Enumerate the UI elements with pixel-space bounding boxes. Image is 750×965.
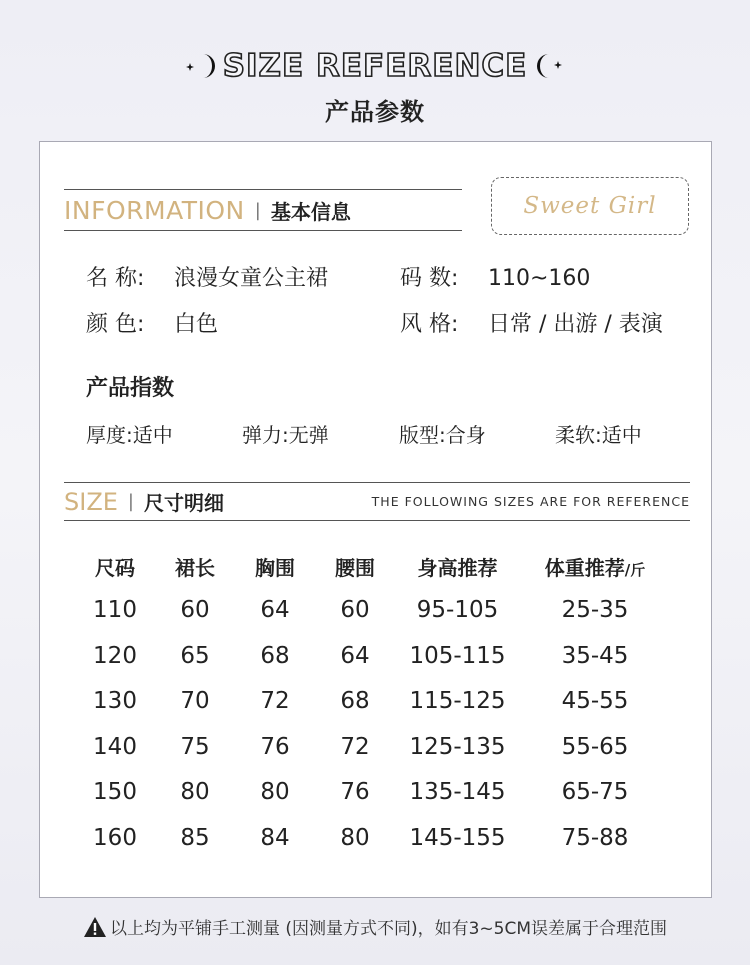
title-chinese: 产品参数 bbox=[325, 98, 425, 126]
field-color-value: 白色 bbox=[174, 312, 219, 337]
basic-info-label: 基本信息 bbox=[270, 199, 351, 224]
index-thickness: 厚度:适中 bbox=[86, 423, 173, 447]
col-header-length: 裙长 bbox=[175, 556, 215, 580]
divider: | bbox=[254, 199, 261, 221]
footer-text: 以上均为平铺手工测量 (因测量方式不同)，如有3~5CM误差属于合理范围 bbox=[109, 919, 668, 939]
table-cell-size: 160 bbox=[93, 824, 137, 851]
table-cell-height: 115-125 bbox=[409, 688, 506, 714]
field-color bbox=[86, 307, 218, 338]
table-cell-weight: 65-75 bbox=[561, 779, 629, 805]
table-cell-height: 125-135 bbox=[409, 733, 506, 760]
table-cell-weight: 25-35 bbox=[561, 597, 629, 623]
table-cell-weight: 75-88 bbox=[561, 824, 629, 851]
field-size-range-key: 码 数: bbox=[400, 266, 459, 291]
index-fit: 版型:合身 bbox=[399, 423, 486, 447]
badge-text: Sweet Girl bbox=[523, 193, 657, 219]
index-softness: 柔软:适中 bbox=[555, 423, 642, 447]
col-header-weight bbox=[520, 552, 670, 581]
table-cell-length: 85 bbox=[180, 824, 210, 851]
information-label: INFORMATION bbox=[64, 195, 245, 225]
spec-panel bbox=[39, 141, 712, 898]
col-header-height: 身高推荐 bbox=[417, 556, 498, 580]
table-cell-chest: 80 bbox=[260, 779, 290, 805]
table-cell-size: 150 bbox=[93, 779, 137, 805]
table-cell-weight: 45-55 bbox=[561, 688, 629, 714]
table-cell-waist: 72 bbox=[340, 733, 370, 760]
col-header-size: 尺码 bbox=[95, 556, 135, 580]
table-cell-length: 65 bbox=[180, 642, 210, 669]
field-color-key: 颜 色: bbox=[86, 312, 145, 337]
field-size-range bbox=[400, 261, 590, 292]
table-cell-size: 110 bbox=[93, 597, 137, 623]
field-style-value: 日常 / 出游 / 表演 bbox=[488, 312, 663, 337]
table-cell-height: 135-145 bbox=[409, 779, 506, 805]
col-header-waist: 腰围 bbox=[335, 556, 375, 580]
table-cell-waist: 64 bbox=[340, 642, 370, 669]
sweet-girl-badge bbox=[491, 177, 689, 235]
field-style-key: 风 格: bbox=[400, 312, 459, 337]
table-cell-length: 80 bbox=[180, 779, 210, 805]
title-row bbox=[0, 44, 750, 88]
information-heading bbox=[64, 189, 462, 231]
size-note: THE FOLLOWING SIZES ARE FOR REFERENCE bbox=[371, 494, 690, 509]
field-name-value: 浪漫女童公主裙 bbox=[174, 266, 329, 291]
size-label: SIZE bbox=[64, 487, 118, 516]
table-cell-length: 70 bbox=[180, 688, 210, 714]
footer-note bbox=[0, 914, 750, 939]
table-cell-length: 60 bbox=[180, 597, 210, 623]
field-style bbox=[400, 307, 663, 338]
table-cell-chest: 76 bbox=[260, 733, 290, 760]
table-cell-weight: 35-45 bbox=[561, 642, 629, 669]
size-detail-label: 尺寸明细 bbox=[144, 491, 224, 515]
table-cell-length: 75 bbox=[180, 733, 210, 760]
weight-unit: /斤 bbox=[624, 561, 646, 579]
field-size-range-value: 110~160 bbox=[488, 266, 591, 291]
field-name-key: 名 称: bbox=[86, 266, 145, 291]
table-cell-waist: 76 bbox=[340, 779, 370, 805]
table-cell-height: 105-115 bbox=[409, 642, 506, 669]
table-cell-weight: 55-65 bbox=[561, 733, 629, 760]
table-cell-size: 140 bbox=[93, 733, 137, 760]
col-header-weight-label: 体重推荐 bbox=[544, 556, 625, 580]
size-heading bbox=[64, 482, 690, 521]
index-elasticity: 弹力:无弹 bbox=[242, 423, 329, 447]
table-cell-chest: 64 bbox=[260, 597, 290, 623]
table-cell-size: 120 bbox=[93, 642, 137, 669]
table-cell-waist: 68 bbox=[340, 688, 370, 714]
table-cell-height: 95-105 bbox=[416, 597, 499, 623]
table-cell-waist: 80 bbox=[340, 824, 370, 851]
warning-icon bbox=[83, 916, 107, 938]
table-cell-chest: 72 bbox=[260, 688, 290, 714]
table-cell-size: 130 bbox=[93, 688, 137, 714]
col-header-chest: 胸围 bbox=[255, 556, 295, 580]
moon-left-icon bbox=[185, 51, 215, 81]
table-cell-chest: 68 bbox=[260, 642, 290, 669]
field-name bbox=[86, 261, 328, 292]
title-english: SIZE REFERENCE bbox=[222, 48, 528, 84]
product-index-title: 产品指数 bbox=[86, 376, 175, 401]
table-cell-height: 145-155 bbox=[409, 824, 506, 851]
table-cell-chest: 84 bbox=[260, 824, 290, 851]
table-cell-waist: 60 bbox=[340, 597, 370, 623]
moon-right-icon bbox=[535, 51, 565, 81]
page-header bbox=[0, 44, 750, 127]
divider: | bbox=[127, 491, 134, 512]
